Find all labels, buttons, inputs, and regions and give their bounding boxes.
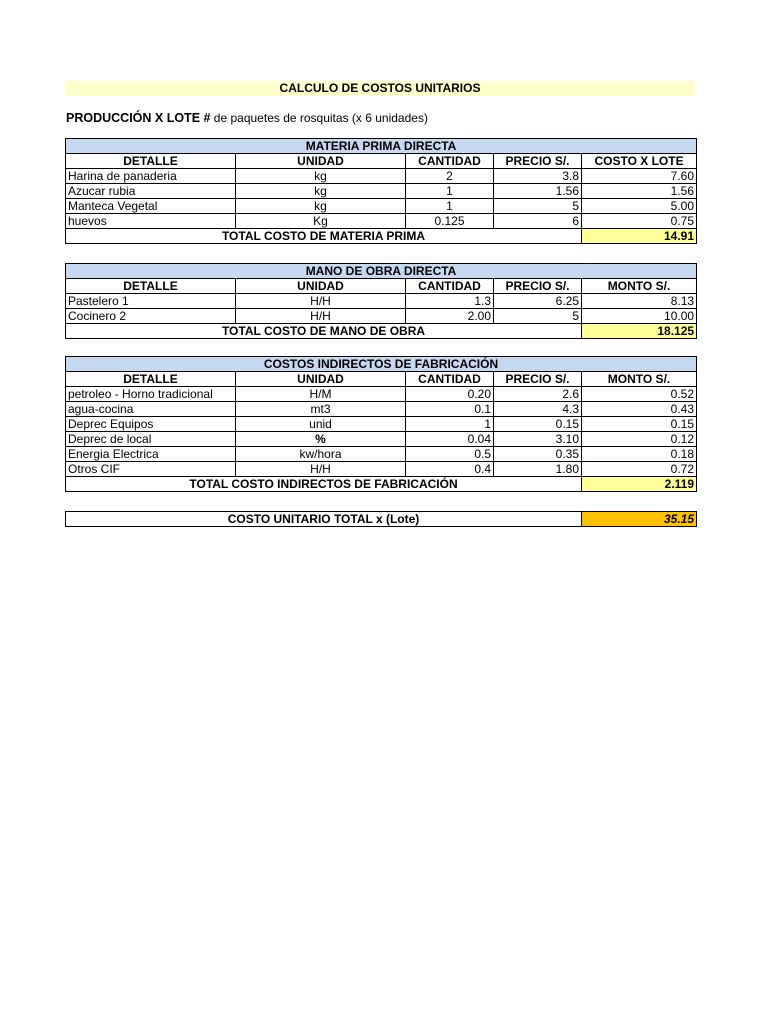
table-row bbox=[66, 214, 697, 229]
section-header: MANO DE OBRA DIRECTA bbox=[66, 264, 697, 279]
cell-detalle[interactable]: Cocinero 2 bbox=[66, 309, 236, 324]
cell-unidad[interactable]: kg bbox=[236, 199, 406, 214]
total-label[interactable]: TOTAL COSTO INDIRECTOS DE FABRICACIÓN bbox=[66, 477, 582, 492]
cell-detalle[interactable]: huevos bbox=[66, 214, 236, 229]
cell-unidad[interactable]: H/M bbox=[236, 387, 406, 402]
table-row bbox=[66, 432, 697, 447]
total-label[interactable]: TOTAL COSTO DE MATERIA PRIMA bbox=[66, 229, 582, 244]
cell-detalle[interactable]: Deprec Equipos bbox=[66, 417, 236, 432]
cell-monto[interactable]: 0.12 bbox=[582, 432, 697, 447]
cell-precio[interactable]: 1.56 bbox=[494, 184, 582, 199]
cell-unidad[interactable]: H/H bbox=[236, 309, 406, 324]
section-header: MATERIA PRIMA DIRECTA bbox=[66, 139, 697, 154]
total-value[interactable]: 2.119 bbox=[582, 477, 697, 492]
total-label[interactable]: TOTAL COSTO DE MANO DE OBRA bbox=[66, 324, 582, 339]
cell-detalle[interactable]: petroleo - Horno tradicional bbox=[66, 387, 236, 402]
total-value[interactable]: 14.91 bbox=[582, 229, 697, 244]
cell-detalle[interactable]: Pastelero 1 bbox=[66, 294, 236, 309]
column-headers bbox=[66, 279, 697, 294]
total-row bbox=[66, 477, 697, 492]
cell-precio[interactable]: 2.6 bbox=[494, 387, 582, 402]
cell-cantidad[interactable]: 1 bbox=[406, 417, 494, 432]
total-row bbox=[66, 324, 697, 339]
total-row bbox=[66, 229, 697, 244]
table-row bbox=[66, 199, 697, 214]
production-subtitle bbox=[66, 110, 696, 126]
cell-unidad[interactable]: Kg bbox=[236, 214, 406, 229]
cell-unidad[interactable]: kg bbox=[236, 169, 406, 184]
cell-precio[interactable]: 3.8 bbox=[494, 169, 582, 184]
cell-unidad[interactable]: kw/hora bbox=[236, 447, 406, 462]
col-header[interactable]: DETALLE bbox=[66, 154, 236, 169]
cell-detalle[interactable]: Deprec de local bbox=[66, 432, 236, 447]
table-row bbox=[66, 309, 697, 324]
cell-precio[interactable]: 5 bbox=[494, 309, 582, 324]
col-header[interactable]: UNIDAD bbox=[236, 372, 406, 387]
cell-cantidad[interactable]: 2 bbox=[406, 169, 494, 184]
cell-cantidad[interactable]: 0.125 bbox=[406, 214, 494, 229]
cell-cantidad[interactable]: 1.3 bbox=[406, 294, 494, 309]
table-row bbox=[66, 402, 697, 417]
table-row bbox=[66, 447, 697, 462]
grand-total-value[interactable]: 35.15 bbox=[582, 512, 697, 527]
subtitle-bold: PRODUCCIÓN X LOTE # bbox=[66, 111, 211, 125]
table-row bbox=[66, 417, 697, 432]
cell-monto[interactable]: 0.52 bbox=[582, 387, 697, 402]
table-row bbox=[66, 462, 697, 477]
col-header[interactable]: MONTO S/. bbox=[582, 279, 697, 294]
col-header[interactable]: UNIDAD bbox=[236, 154, 406, 169]
col-header[interactable]: CANTIDAD bbox=[406, 372, 494, 387]
grand-total-label[interactable]: COSTO UNITARIO TOTAL x (Lote) bbox=[66, 512, 582, 527]
grand-total-table bbox=[65, 511, 697, 527]
cell-cantidad[interactable]: 2.00 bbox=[406, 309, 494, 324]
cell-costo[interactable]: 1.56 bbox=[582, 184, 697, 199]
cell-cantidad[interactable]: 0.4 bbox=[406, 462, 494, 477]
col-header[interactable]: MONTO S/. bbox=[582, 372, 697, 387]
col-header[interactable]: PRECIO S/. bbox=[494, 372, 582, 387]
cell-detalle[interactable]: Otros CIF bbox=[66, 462, 236, 477]
col-header[interactable]: UNIDAD bbox=[236, 279, 406, 294]
cell-monto[interactable]: 8.13 bbox=[582, 294, 697, 309]
table-row bbox=[66, 184, 697, 199]
cell-precio[interactable]: 5 bbox=[494, 199, 582, 214]
cell-precio[interactable]: 3.10 bbox=[494, 432, 582, 447]
cell-unidad[interactable]: % bbox=[236, 432, 406, 447]
cell-monto[interactable]: 0.18 bbox=[582, 447, 697, 462]
col-header[interactable]: DETALLE bbox=[66, 372, 236, 387]
cell-monto[interactable]: 0.72 bbox=[582, 462, 697, 477]
page-title: CALCULO DE COSTOS UNITARIOS bbox=[65, 81, 695, 96]
cell-cantidad[interactable]: 0.04 bbox=[406, 432, 494, 447]
cell-cantidad[interactable]: 0.5 bbox=[406, 447, 494, 462]
cell-detalle[interactable]: Harina de panaderia bbox=[66, 169, 236, 184]
cell-monto[interactable]: 10.00 bbox=[582, 309, 697, 324]
cell-unidad[interactable]: mt3 bbox=[236, 402, 406, 417]
materia-prima-table bbox=[65, 138, 697, 244]
cell-unidad[interactable]: unid bbox=[236, 417, 406, 432]
cell-precio[interactable]: 1.80 bbox=[494, 462, 582, 477]
cell-monto[interactable]: 0.43 bbox=[582, 402, 697, 417]
grand-total-row bbox=[66, 512, 697, 527]
cell-unidad[interactable]: kg bbox=[236, 184, 406, 199]
col-header[interactable]: CANTIDAD bbox=[406, 154, 494, 169]
column-headers bbox=[66, 154, 697, 169]
cell-precio[interactable]: 4.3 bbox=[494, 402, 582, 417]
total-value[interactable]: 18.125 bbox=[582, 324, 697, 339]
cell-unidad[interactable]: H/H bbox=[236, 294, 406, 309]
cell-monto[interactable]: 0.15 bbox=[582, 417, 697, 432]
cell-precio[interactable]: 6 bbox=[494, 214, 582, 229]
cell-detalle[interactable]: Azucar rubia bbox=[66, 184, 236, 199]
col-header[interactable]: DETALLE bbox=[66, 279, 236, 294]
col-header[interactable]: PRECIO S/. bbox=[494, 154, 582, 169]
cell-precio[interactable]: 6.25 bbox=[494, 294, 582, 309]
cell-cantidad[interactable]: 1 bbox=[406, 199, 494, 214]
column-headers bbox=[66, 372, 697, 387]
col-header[interactable]: CANTIDAD bbox=[406, 279, 494, 294]
cell-detalle[interactable]: agua-cocina bbox=[66, 402, 236, 417]
cell-costo[interactable]: 0.75 bbox=[582, 214, 697, 229]
cell-costo[interactable]: 5.00 bbox=[582, 199, 697, 214]
col-header[interactable]: PRECIO S/. bbox=[494, 279, 582, 294]
col-header[interactable]: COSTO X LOTE bbox=[582, 154, 697, 169]
cell-cantidad[interactable]: 0.20 bbox=[406, 387, 494, 402]
cell-unidad[interactable]: H/H bbox=[236, 462, 406, 477]
cell-cantidad[interactable]: 1 bbox=[406, 184, 494, 199]
table-row bbox=[66, 169, 697, 184]
cif-table bbox=[65, 356, 697, 492]
table-row bbox=[66, 294, 697, 309]
mano-obra-table bbox=[65, 263, 697, 339]
cell-detalle[interactable]: Energia Electrica bbox=[66, 447, 236, 462]
cell-detalle[interactable]: Manteca Vegetal bbox=[66, 199, 236, 214]
cell-precio[interactable]: 0.35 bbox=[494, 447, 582, 462]
subtitle-rest: de paquetes de rosquitas (x 6 unidades) bbox=[210, 111, 428, 125]
cell-cantidad[interactable]: 0.1 bbox=[406, 402, 494, 417]
section-header: COSTOS INDIRECTOS DE FABRICACIÓN bbox=[66, 357, 697, 372]
cell-costo[interactable]: 7.60 bbox=[582, 169, 697, 184]
cell-precio[interactable]: 0.15 bbox=[494, 417, 582, 432]
table-row bbox=[66, 387, 697, 402]
